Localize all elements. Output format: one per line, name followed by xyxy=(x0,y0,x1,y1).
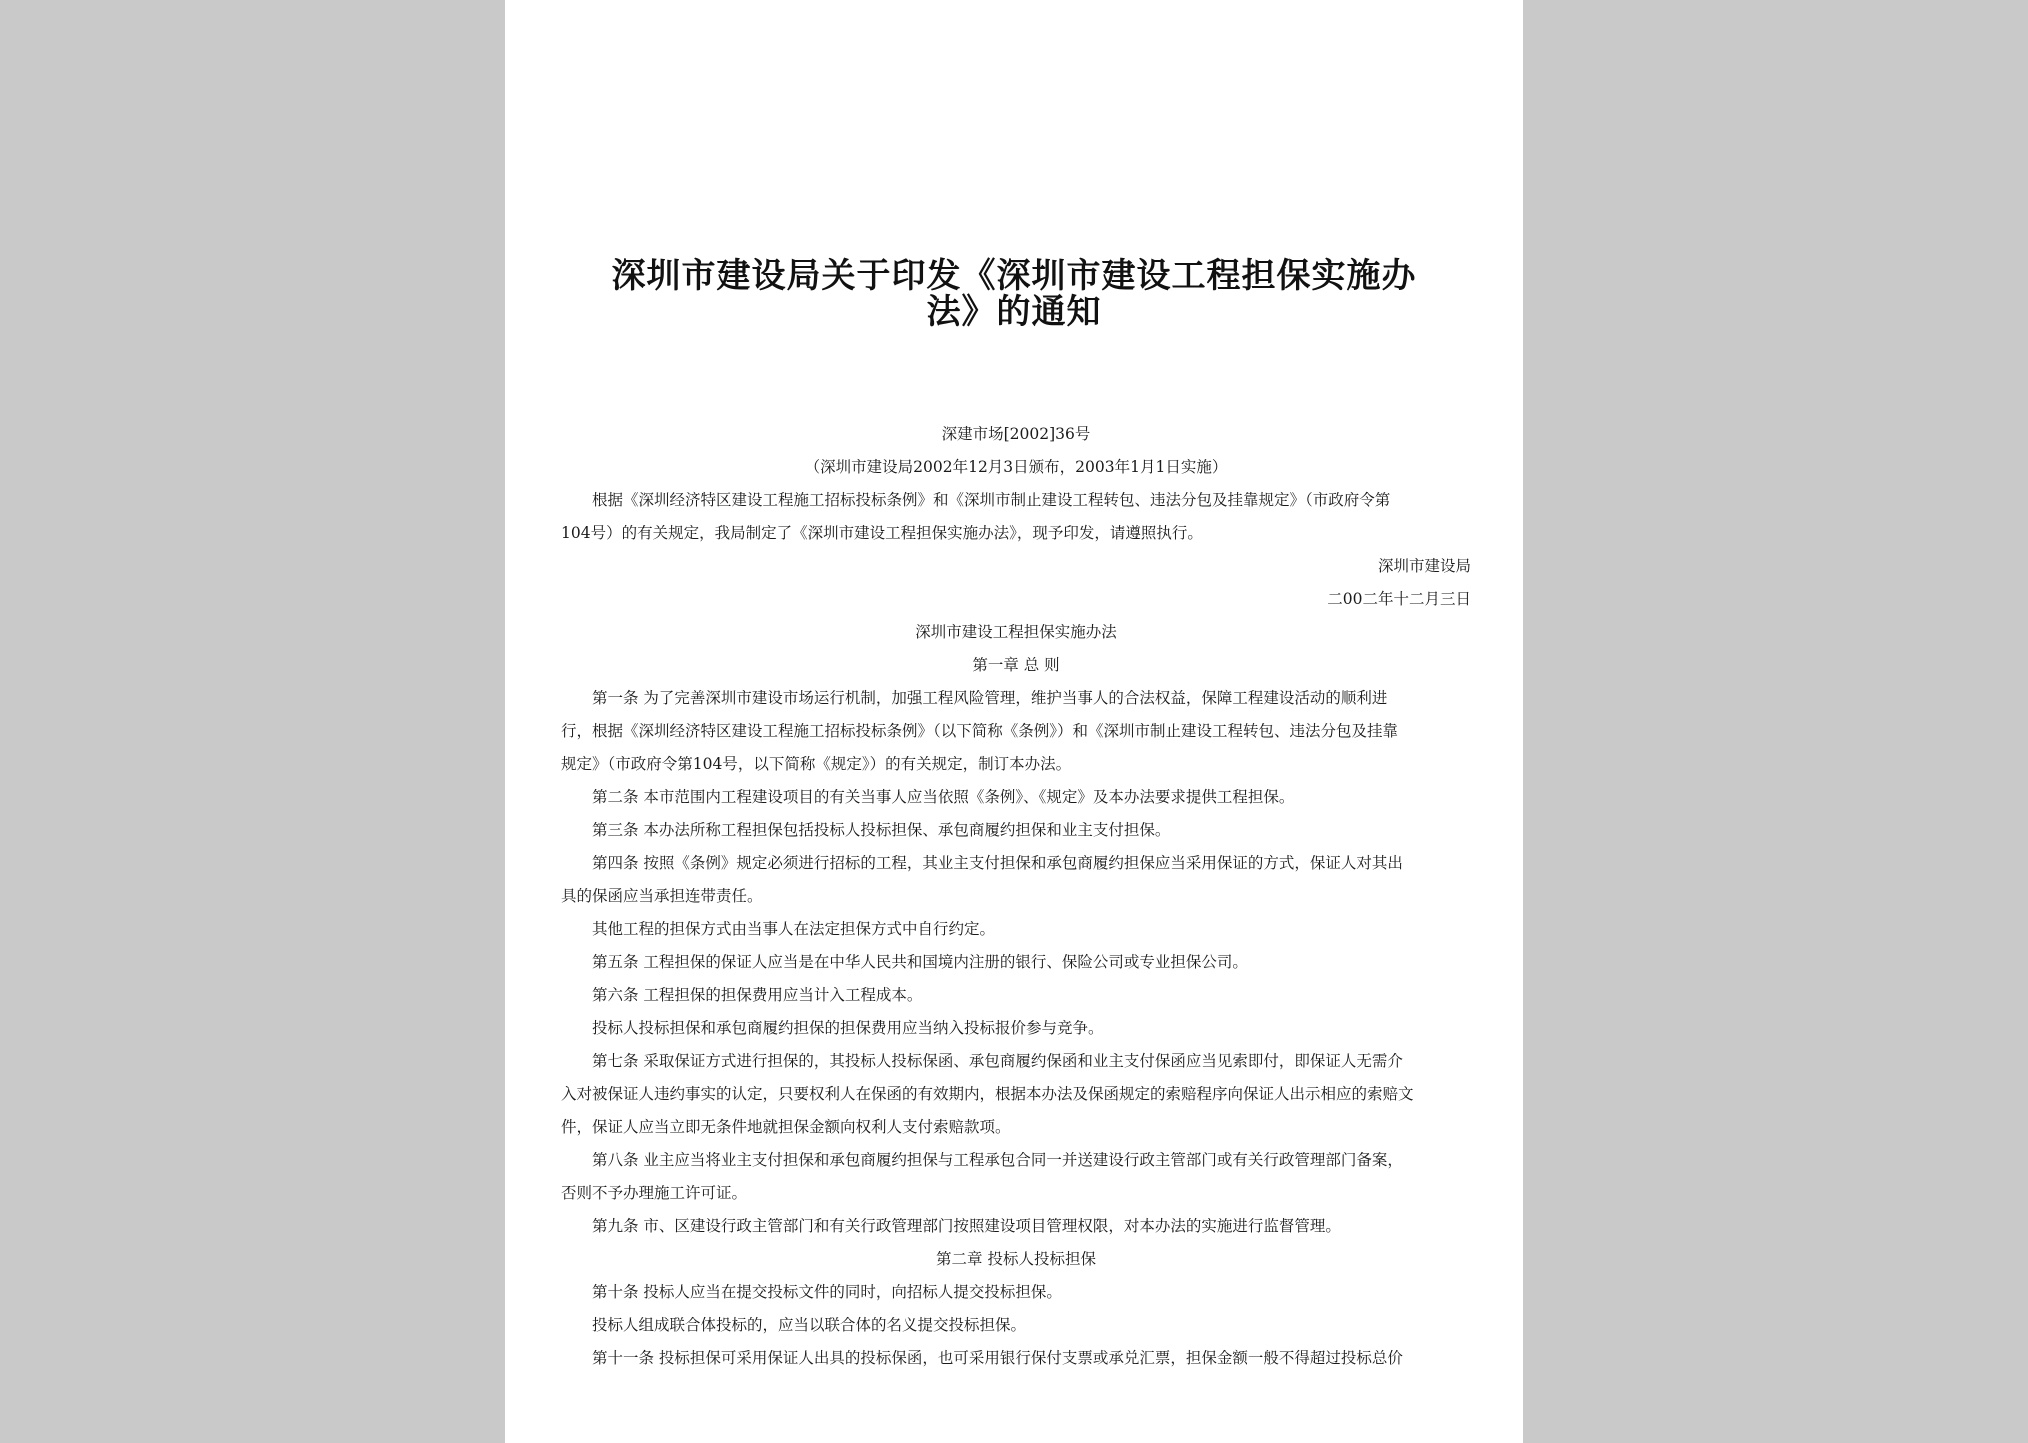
paragraph-line: 第六条 工程担保的担保费用应当计入工程成本。 xyxy=(592,986,923,1004)
document-text xyxy=(561,484,1471,1375)
paragraph-line: 第五条 工程担保的保证人应当是在中华人民共和国境内注册的银行、保险公司或专业担保公司。 xyxy=(592,953,1248,971)
paragraph-line: 第四条 按照《条例》规定必须进行招标的工程，其业主支付担保和承包商履约担保应当采用保证的方式，保证人对其出 xyxy=(592,854,1403,872)
paragraph-line: 第八条 业主应当将业主支付担保和承包商履约担保与工程承包合同一并送建设行政主管部门或有关行政管理部门备案， xyxy=(592,1151,1403,1169)
document-page xyxy=(505,0,1523,1443)
paragraph-line: 行，根据《深圳经济特区建设工程施工招标投标条例》（以下简称《条例》）和《深圳市制止建设工程转包、违法分包及挂靠 xyxy=(561,722,1399,740)
paragraph-line: 其他工程的担保方式由当事人在法定担保方式中自行约定。 xyxy=(592,920,996,938)
paragraph-line: 104号）的有关规定，我局制定了《深圳市建设工程担保实施办法》，现予印发，请遵照执行。 xyxy=(561,524,1203,542)
paragraph-line: 第一条 为了完善深圳市建设市场运行机制，加强工程风险管理，维护当事人的合法权益，保障工程建设活动的顺利进 xyxy=(592,689,1388,707)
paragraph-line: 第三条 本办法所称工程担保包括投标人投标担保、承包商履约担保和业主支付担保。 xyxy=(592,821,1171,839)
title-line-2: 法》的通知 xyxy=(926,292,1102,332)
paragraph-line: 规定》（市政府令第104号，以下简称《规定》）的有关规定，制订本办法。 xyxy=(561,755,1072,773)
paragraph-line: 根据《深圳经济特区建设工程施工招标投标条例》和《深圳市制止建设工程转包、违法分包及挂靠规定》（市政府令第 xyxy=(592,491,1391,509)
paragraph-line: 第七条 采取保证方式进行担保的，其投标人投标保函、承包商履约保函和业主支付保函应当见索即付，即保证人无需介 xyxy=(592,1052,1403,1070)
paragraph-line: 入对被保证人违约事实的认定，只要权利人在保函的有效期内，根据本办法及保函规定的索赔程序向保证人出示相应的索赔文 xyxy=(561,1085,1414,1103)
paragraph-line: 第二条 本市范围内工程建设项目的有关当事人应当依照《条例》、《规定》及本办法要求提供工程担保。 xyxy=(592,788,1295,806)
paragraph-line: 投标人组成联合体投标的，应当以联合体的名义提交投标担保。 xyxy=(592,1316,1027,1334)
signature-line: 深圳市建设局 xyxy=(1377,557,1471,575)
signature-line: 二00二年十二月三日 xyxy=(1327,590,1471,608)
document-body xyxy=(561,418,1471,1375)
issue-note: （深圳市建设局2002年12月3日颁布，2003年1月1日实施） xyxy=(804,458,1228,476)
title-line-1: 深圳市建设局关于印发《深圳市建设工程担保实施办 xyxy=(611,256,1417,296)
section-heading: 深圳市建设工程担保实施办法 xyxy=(915,623,1117,641)
paragraph-line: 投标人投标担保和承包商履约担保的担保费用应当纳入投标报价参与竞争。 xyxy=(592,1019,1104,1037)
paragraph-line: 第十一条 投标担保可采用保证人出具的投标保函，也可采用银行保付支票或承兑汇票，担保金额一般不得超过投标总价 xyxy=(592,1349,1403,1367)
paragraph-line: 件，保证人应当立即无条件地就担保金额向权利人支付索赔款项。 xyxy=(561,1118,1011,1136)
paragraph-line: 具的保函应当承担连带责任。 xyxy=(561,887,763,905)
paragraph-line: 第十条 投标人应当在提交投标文件的同时，向招标人提交投标担保。 xyxy=(592,1283,1062,1301)
section-heading: 第一章 总 则 xyxy=(972,656,1060,674)
paragraph-line: 否则不予办理施工许可证。 xyxy=(561,1184,748,1202)
section-heading: 第二章 投标人投标担保 xyxy=(936,1250,1096,1268)
paragraph-line: 第九条 市、区建设行政主管部门和有关行政管理部门按照建设项目管理权限，对本办法的实施进行监督管理。 xyxy=(592,1217,1341,1235)
doc-number: 深建市场[2002]36号 xyxy=(941,425,1091,443)
document-title xyxy=(574,258,1454,330)
